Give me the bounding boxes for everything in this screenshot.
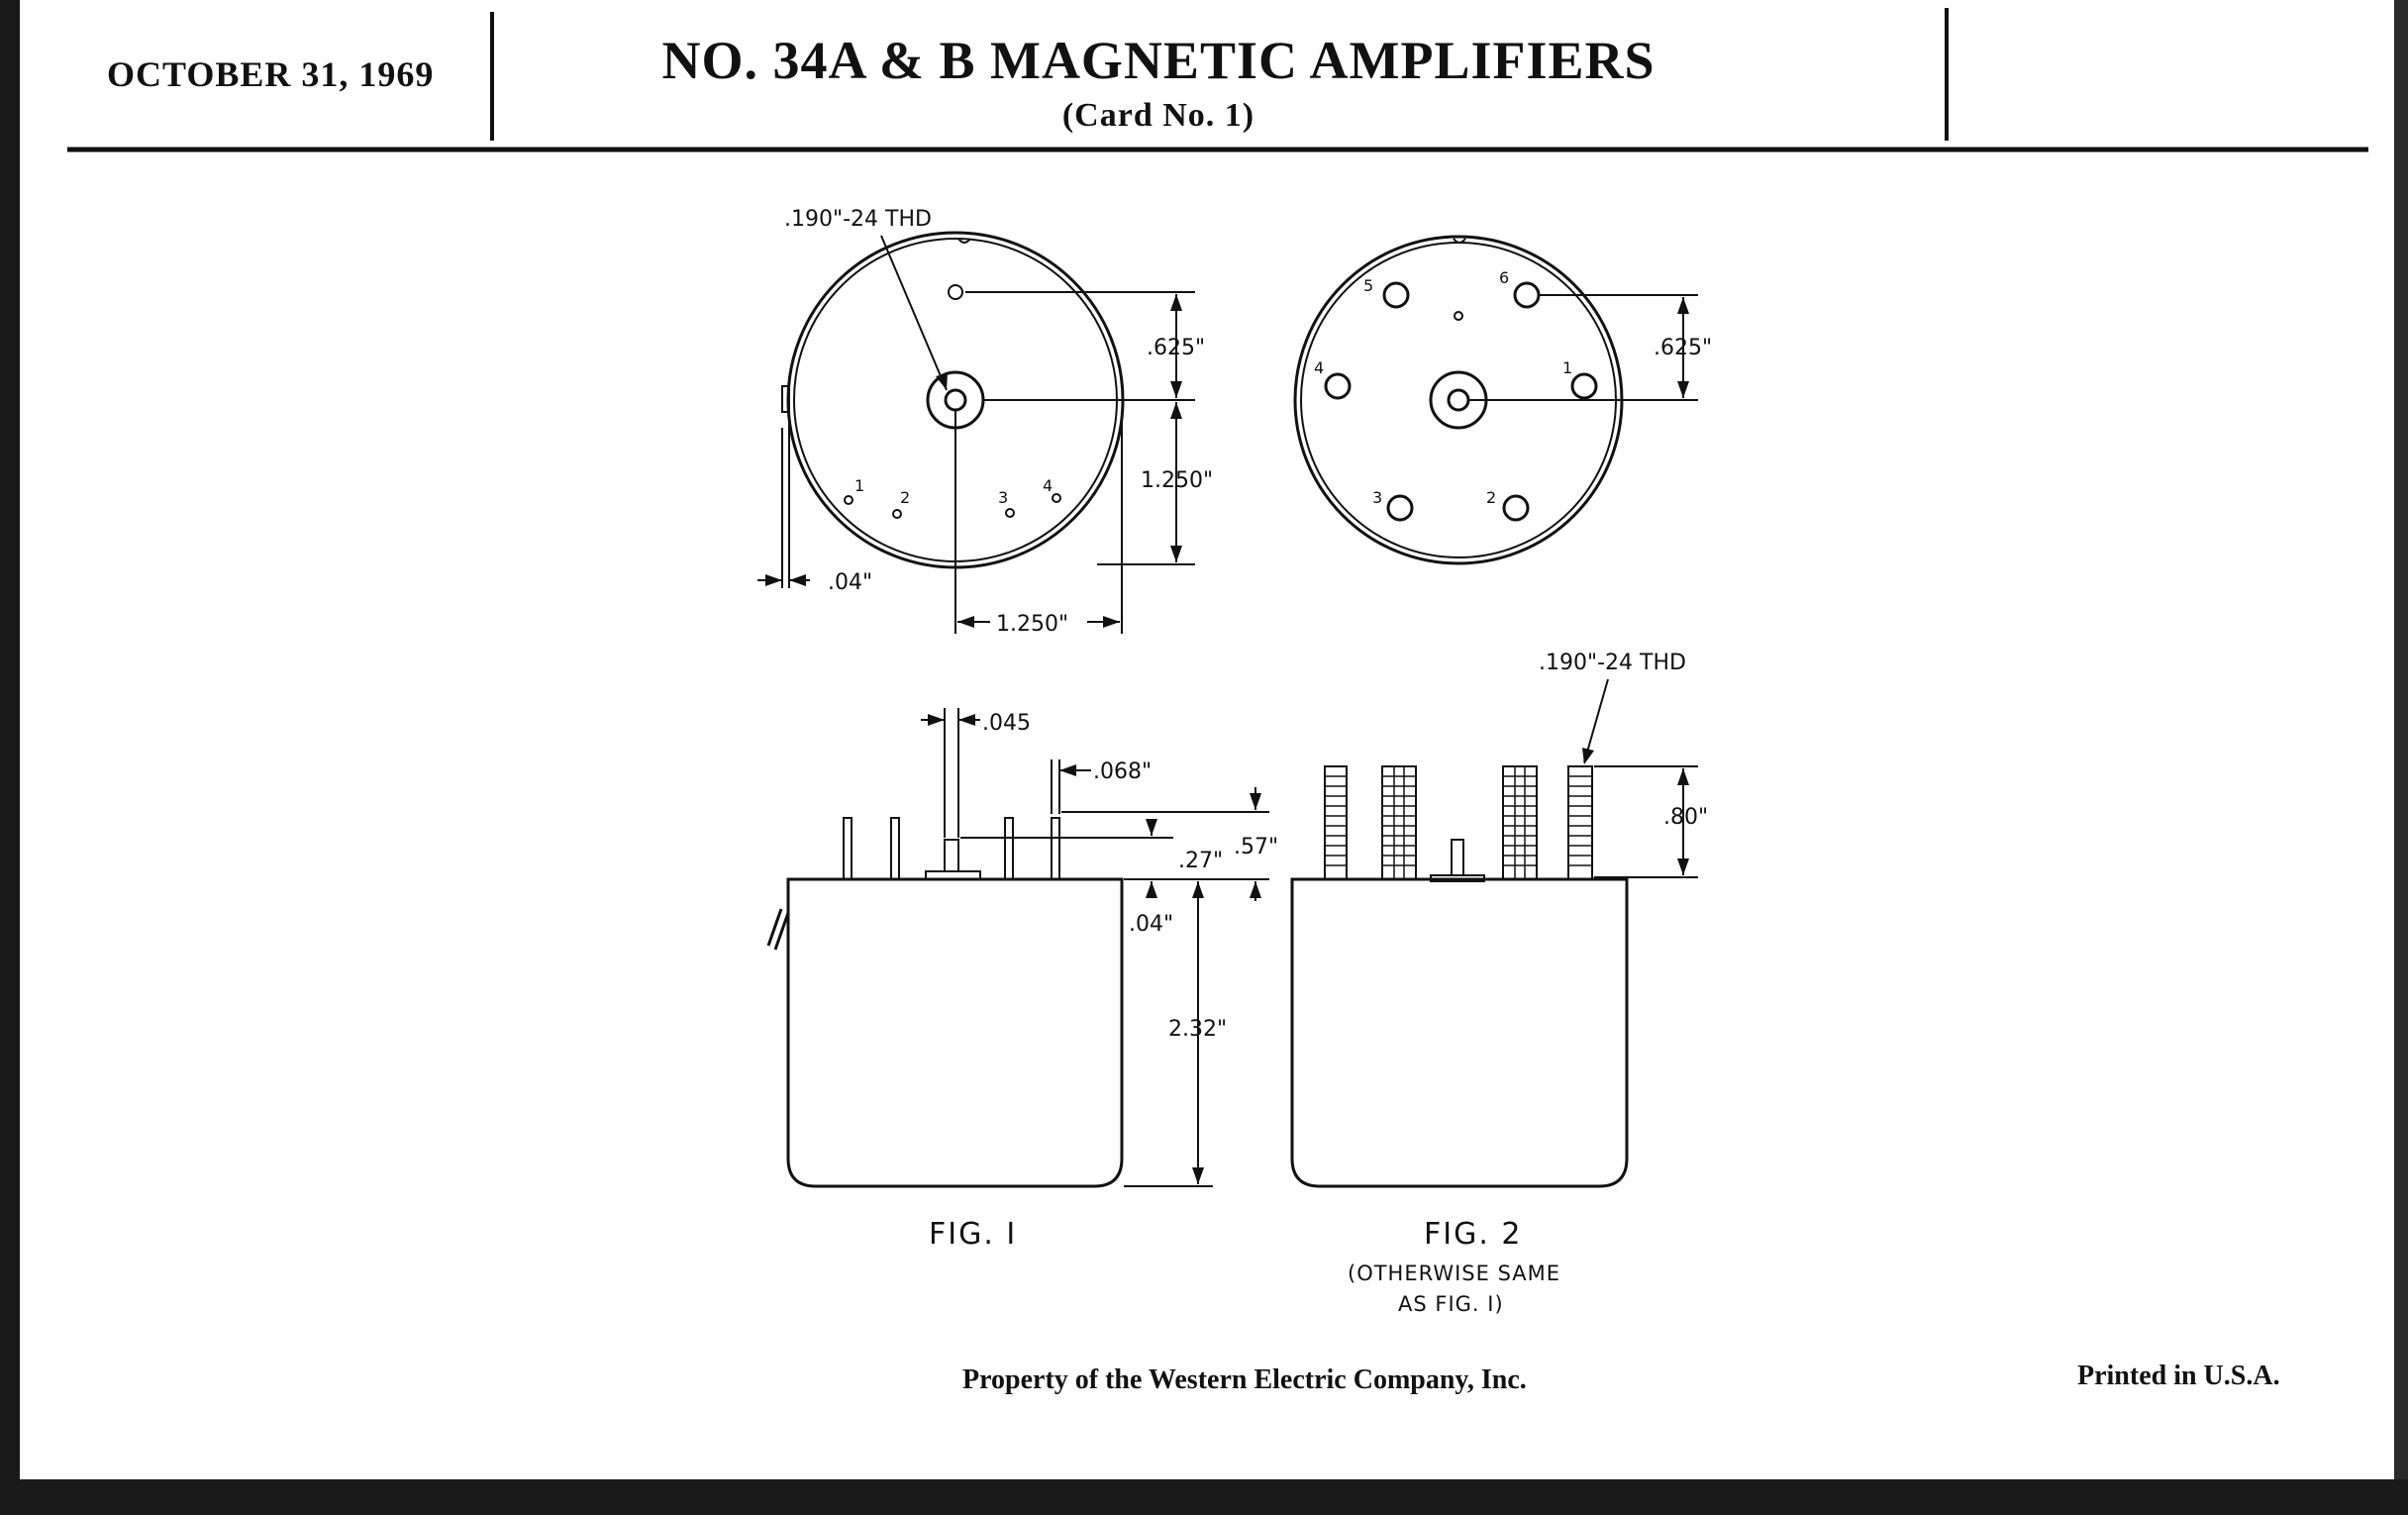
fig2-pin-number-3: 3 [1372,488,1383,507]
fig2-pin-number-1: 1 [1562,358,1573,377]
header-rules [67,8,2368,150]
fig2-top-dimensions [1314,268,1712,507]
fig2-terminal-height-label: .80" [1663,805,1709,830]
width-label: 1.250" [996,612,1069,637]
fig2-note-line2: AS FIG. I) [1398,1292,1504,1316]
fig1-top-dimensions [757,207,1213,637]
fig2-pin-number-2: 2 [1486,488,1497,507]
short-pin-label: .27" [1178,849,1224,873]
fig2-offset-label: .625" [1654,336,1713,360]
lip-label: .04" [828,570,873,595]
long-pin-label: .57" [1234,835,1279,859]
fig2-side-dimensions [1539,651,1708,877]
page-title: NO. 34A & B MAGNETIC AMPLIFIERS [661,31,1656,90]
pin-thickness-label: .068" [1093,759,1153,784]
fig1-caption: FIG. I [929,1217,1018,1252]
fig2-pin-number-6: 6 [1499,268,1510,287]
issue-date: OCTOBER 31, 1969 [107,54,435,94]
fig2-terminal-threads [1325,766,1592,879]
fig2-side-view [1292,766,1627,1186]
thread-label: .190"-24 THD [784,207,932,232]
fig2-pin-number-4: 4 [1314,358,1325,377]
fig2-caption: FIG. 2 [1424,1217,1523,1252]
fig1-side-view [768,818,1122,1186]
pin-number-2: 2 [900,488,911,507]
pin-number-1: 1 [854,476,865,495]
pin-number-3: 3 [998,488,1009,507]
property-notice: Property of the Western Electric Company, Inc. [962,1364,1527,1395]
card-number: (Card No. 1) [1061,97,1255,134]
fig2-note-line1: (OTHERWISE SAME [1348,1262,1561,1285]
fig2-pin-number-5: 5 [1363,276,1374,295]
printed-notice: Printed in U.S.A. [2077,1361,2280,1391]
fig2-thread-label: .190"-24 THD [1539,651,1686,675]
hole-offset-label: .625" [1147,336,1206,360]
lip-height-label: .04" [1129,912,1174,937]
height-label: 2.32" [1168,1017,1228,1042]
pin-number-4: 4 [1043,476,1054,495]
fig1-side-dimensions [921,708,1278,1186]
pin-width-label: .045 [982,711,1031,736]
radius-label: 1.250" [1141,468,1214,493]
